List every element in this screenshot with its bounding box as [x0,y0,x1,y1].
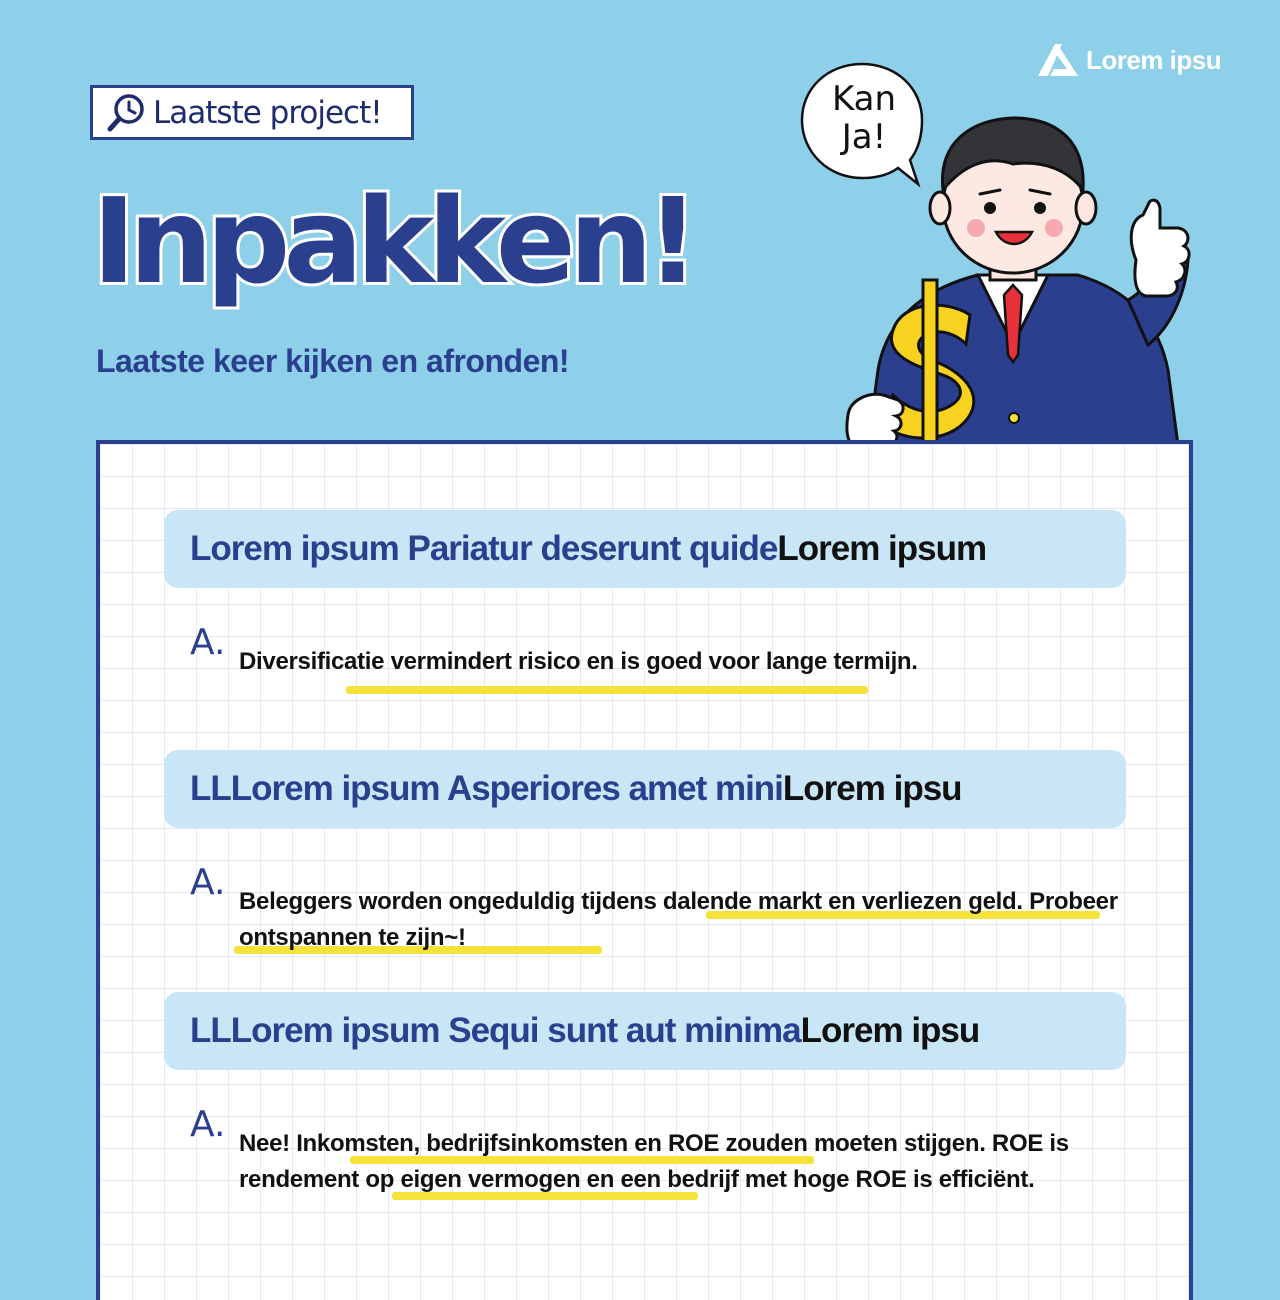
qa-item [164,510,1126,732]
answer-block [164,1104,1126,1214]
latest-project-tag [90,85,414,140]
a-logo-icon [1036,42,1082,78]
question-text-blue: LLLorem ipsum Sequi sunt aut minima [190,1011,801,1050]
question-box [164,992,1126,1070]
question-box [164,510,1126,588]
question-text-blue: Lorem ipsum Pariatur deserunt quide [190,529,778,568]
answer-text: Nee! Inkomsten, bedrijfsinkomsten en ROE zouden moeten stijgen. ROE is rendement op eigen vermogen en een bedrijf met hoge ROE is efficiënt. [239,1130,1069,1193]
page-subtitle: Laatste keer kijken en afronden! [96,343,570,379]
question-text-blue: LLLorem ipsum Asperiores amet mini [190,769,783,808]
qa-item [164,750,1126,972]
answer-block [164,622,1126,732]
highlight-mark [346,686,868,694]
businessman-illustration [828,100,1198,445]
question-text-black: Lorem ipsu [800,1011,980,1050]
qa-item [164,992,1126,1214]
question-box [164,750,1126,828]
page-title: Inpakken! [92,172,693,310]
answer-label: A. [190,862,226,903]
question-text-black: Lorem ipsum [777,529,987,568]
speech-line-1: Kan [831,79,897,119]
speech-line-2: Ja! [841,117,887,157]
answer-label: A. [190,622,226,663]
answer-block [164,862,1126,972]
answer-text: Diversificatie vermindert risico en is goed voor lange termijn. [239,648,918,675]
search-clock-icon [107,93,145,133]
question-text-black: Lorem ipsu [782,769,962,808]
brand-name: Lorem ipsu [1086,44,1222,75]
answer-text: Beleggers worden ongeduldig tijdens dalende markt en verliezen geld. Probeer ontspannen te zijn~! [239,888,1118,951]
answer-label: A. [190,1104,226,1145]
brand-logo [1036,40,1221,80]
tag-label: Laatste project! [153,94,382,131]
